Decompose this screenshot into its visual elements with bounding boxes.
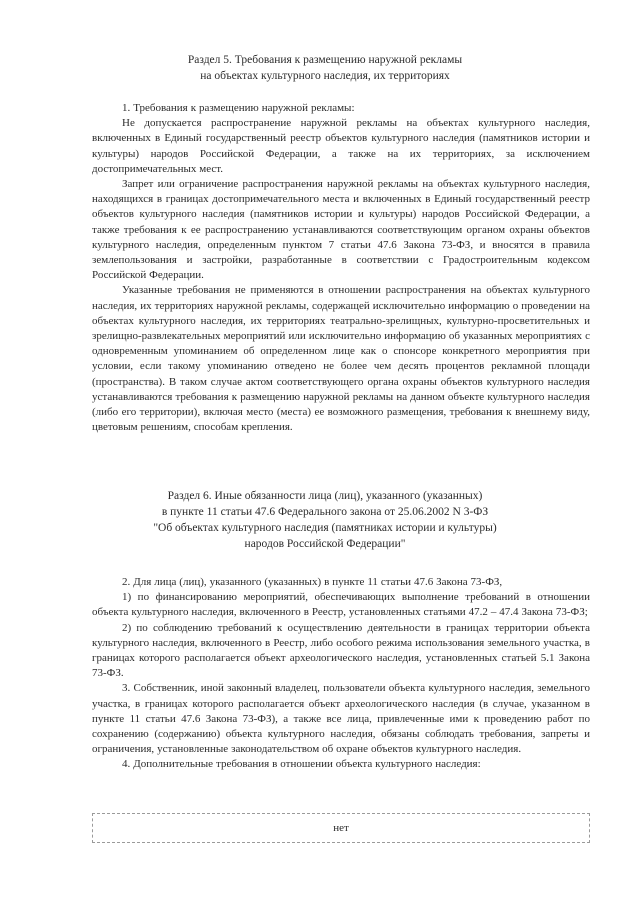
section6-title-line3: "Об объектах культурного наследия (памятниках истории и культуры) bbox=[153, 522, 497, 534]
section5-body bbox=[92, 101, 590, 435]
additional-requirements-value: нет bbox=[333, 822, 349, 834]
s5-paragraph-1: Не допускается распространение наружной рекламы на объектах культурного наследия, включенных в Единый государственный реестр объектов культурного наследия (памятников истории и культуры) народов Российской Федерации, а также на их территориях, за исключением достопримечательных мест. bbox=[92, 117, 590, 175]
section5-title-line1: Раздел 5. Требования к размещению наружной рекламы bbox=[187, 54, 463, 66]
s6-paragraph-2: 2) по соблюдению требований к осуществлению деятельности в границах территории объекта культурного наследия, включенного в Реестр, либо особого режима использования земельного участка, в границах которого располагается объект археологического наследия, установленных статьей 5.1 Закона 73-ФЗ. bbox=[92, 621, 590, 680]
additional-requirements-box bbox=[92, 813, 590, 843]
section5-title-line2: на объектах культурного наследия, их территориях bbox=[200, 70, 450, 82]
s6-paragraph-1: 1) по финансированию мероприятий, обеспечивающих выполнение требований в отношении объекта культурного наследия, включенного в Реестр, установленных статьями 47.2 – 47.4 Закона 73-ФЗ; bbox=[92, 591, 590, 619]
section6-title-line4: народов Российской Федерации" bbox=[244, 538, 406, 550]
s5-item1-heading: 1. Требования к размещению наружной рекламы: bbox=[122, 102, 355, 114]
section6-body bbox=[92, 575, 590, 773]
section6-title-line2: в пункте 11 статьи 47.6 Федерального закона от 25.06.2002 N 3-ФЗ bbox=[161, 506, 489, 518]
section5-title bbox=[90, 52, 560, 84]
s6-item4-heading: 4. Дополнительные требования в отношении объекта культурного наследия: bbox=[122, 758, 481, 771]
section6-title bbox=[90, 488, 560, 552]
s6-paragraph-3: 3. Собственник, иной законный владелец, пользователи объекта культурного наследия, земельного участка, в границах которого располагается объект археологического наследия (в случае, указанном в пункте 11 статьи 47.6 Закона 73-ФЗ), а также все лица, привлеченные ими к проведению работ по сохранению (содержанию) объекта культурного наследия, обязаны соблюдать требования, запреты и ограничения, установленные законодательством об охране объектов культурного наследия. bbox=[92, 682, 590, 756]
s6-item2-heading: 2. Для лица (лиц), указанного (указанных) в пункте 11 статьи 47.6 Закона 73-ФЗ, bbox=[122, 576, 503, 588]
section6-title-line1: Раздел 6. Иные обязанности лица (лиц), указанного (указанных) bbox=[167, 490, 483, 502]
s5-paragraph-3: Указанные требования не применяются в отношении распространения на объектах культурного наследия, их территориях наружной рекламы, содержащей исключительно информацию о проведении на объектах культурного наследия, их территориях театрально-зрелищных, культурно-просветительных и зрелищно-развлекательных мероприятий или исключительно информацию об указанных мероприятиях с одновременным упоминанием об определенном лице как о спонсоре конкретного мероприятия при условии, если такому упоминанию отведено не более чем десять процентов рекламной площади (пространства). В таком случае актом соответствующего органа охраны объектов культурного наследия устанавливаются требования к размещению наружной рекламы на данном объекте культурного наследия (либо его территории), включая место (места) ее возможного размещения, требования к внешнему виду, цветовым решениям, способам крепления. bbox=[92, 284, 590, 434]
s5-paragraph-2: Запрет или ограничение распространения наружной рекламы на объектах культурного наследия, находящихся в границах достопримечательного места и включенных в Единый государственный реестр объектов культурного наследия (памятников истории и культуры) народов Российской Федерации, а также требования к ее распространению устанавливаются соответствующим органом охраны объектов культурного наследия, определенным пунктом 7 статьи 47.6 Закона 73-ФЗ, и вносятся в правила землепользования и застройки, разработанные в соответствии с Градостроительным кодексом Российской Федерации. bbox=[92, 178, 590, 282]
